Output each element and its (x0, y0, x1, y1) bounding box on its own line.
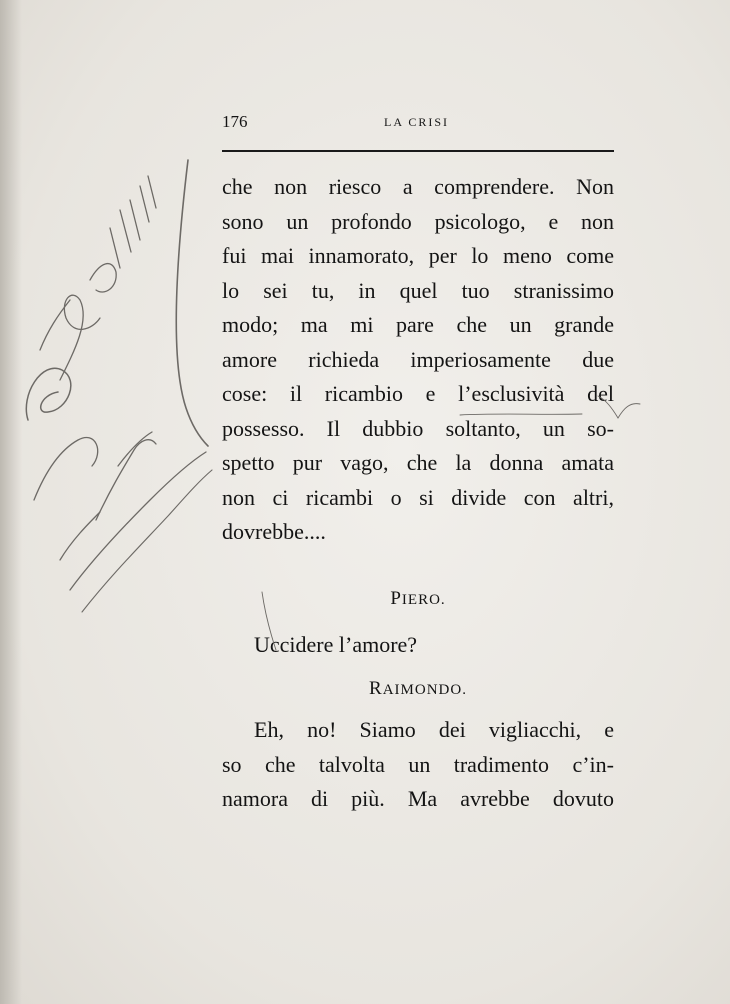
text-line: namora di più. Ma avrebbe dovuto (222, 786, 614, 811)
text-line: so che talvolta un tradimento c’in- (222, 751, 614, 777)
text-line: lo sei tu, in quel tuo stranissimo (222, 277, 614, 303)
text-line: dovrebbe.... (222, 519, 326, 544)
text-line: non ci ricambi o si divide con altri, (222, 484, 614, 510)
text-line: modo; ma mi pare che un grande (222, 312, 614, 337)
speaker-rest: AIMONDO. (382, 682, 467, 698)
text-line: fui mai innamorato, per lo meno come (222, 243, 614, 268)
text-line: che non riesco a comprendere. Non (222, 174, 614, 199)
speaker-initial: P (390, 588, 402, 609)
text-line: spetto pur vago, che la donna amata (222, 450, 614, 475)
text-line: Uccidere l’amore? (254, 632, 418, 657)
text-line: cose: il ricambio e l’esclusività del (222, 381, 614, 406)
page-number: 176 (222, 112, 248, 131)
running-title: LA CRISI (384, 115, 450, 129)
speaker-initial: R (369, 678, 383, 699)
text-line: amore richieda imperiosamente due (222, 346, 614, 372)
text-line: Eh, no! Siamo dei vigliacchi, e (254, 717, 614, 742)
text-line: possesso. Il dubbio soltanto, un so- (222, 415, 614, 441)
speaker-rest: IERO. (401, 592, 446, 608)
text-line: sono un profondo psicologo, e non (222, 208, 614, 234)
